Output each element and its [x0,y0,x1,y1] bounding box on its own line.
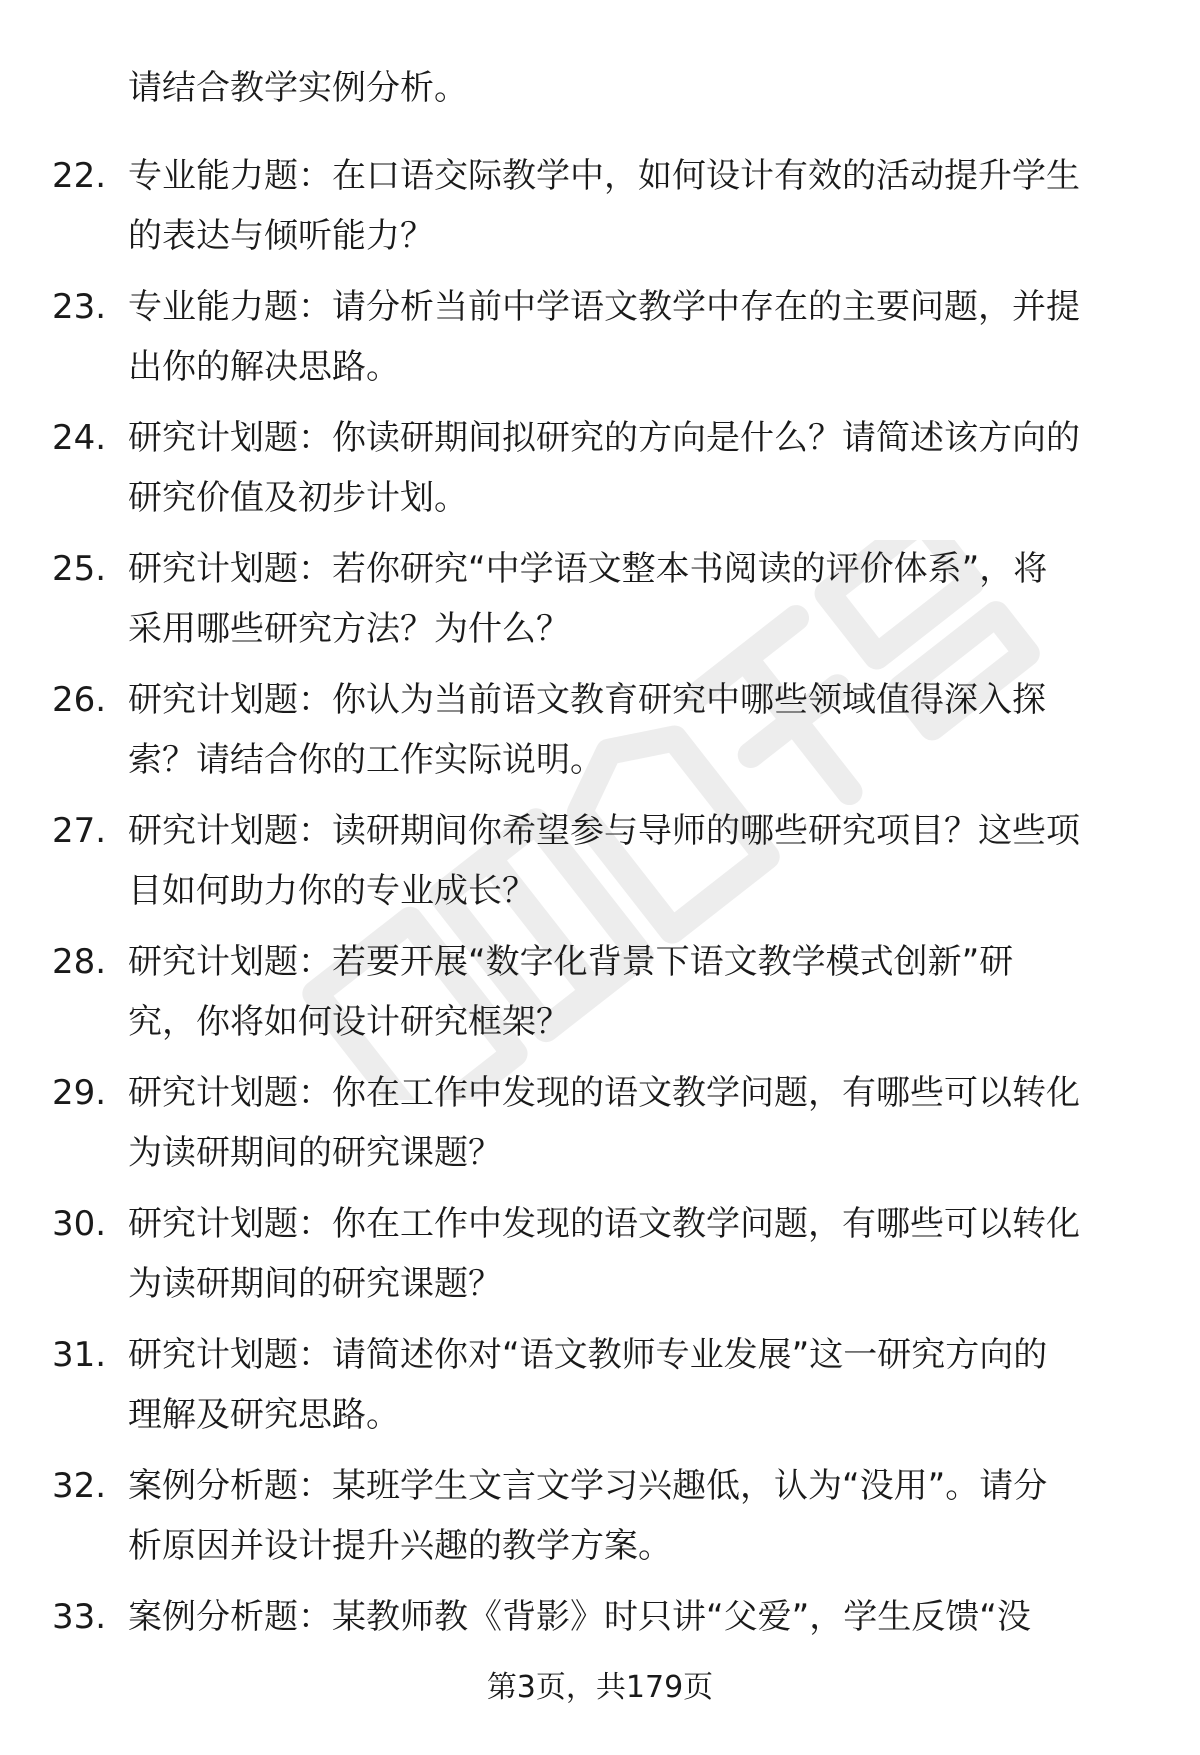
question-line: 研究计划题：你认为当前语文教育研究中哪些领域值得深入探 [128,680,1046,720]
question-line: 出你的解决思路。 [128,347,400,387]
question-line: 究，你将如何设计研究框架？ [128,1002,570,1042]
question-item [0,670,1200,801]
question-line: 研究计划题：你在工作中发现的语文教学问题，有哪些可以转化 [128,1204,1080,1244]
question-item [0,932,1200,1063]
question-line: 索？请结合你的工作实际说明。 [128,740,604,780]
question-item [0,277,1200,408]
question-text [128,408,1138,528]
continuation-line: 请结合教学实例分析。 [128,68,468,108]
question-line: 案例分析题：某教师教《背影》时只讲“父爱”，学生反馈“没 [128,1597,1031,1637]
question-item [0,146,1200,277]
question-text [128,932,1138,1052]
question-number: 27. [52,811,107,851]
question-text [128,801,1138,921]
question-line: 为读研期间的研究课题？ [128,1133,502,1173]
question-item [0,1456,1200,1587]
question-line: 析原因并设计提升兴趣的教学方案。 [128,1526,672,1566]
question-text [128,539,1138,659]
question-text [128,1456,1138,1576]
question-text [128,1194,1138,1314]
question-number: 24. [52,418,107,458]
question-text [128,670,1138,790]
question-line: 研究价值及初步计划。 [128,478,468,518]
question-number: 31. [52,1335,107,1375]
question-line: 案例分析题：某班学生文言文学习兴趣低，认为“没用”。请分 [128,1466,1048,1506]
question-number: 28. [52,942,107,982]
question-line: 为读研期间的研究课题？ [128,1264,502,1304]
question-line: 采用哪些研究方法？为什么？ [128,609,570,649]
question-line: 研究计划题：你在工作中发现的语文教学问题，有哪些可以转化 [128,1073,1080,1113]
page-footer: 第3页，共179页 [486,1670,714,1705]
question-item [0,1063,1200,1194]
question-text [128,277,1138,397]
question-line: 研究计划题：若你研究“中学语文整本书阅读的评价体系”，将 [128,549,1048,589]
question-item [0,1194,1200,1325]
question-number: 32. [52,1466,107,1506]
question-item [0,1325,1200,1456]
question-line: 专业能力题：请分析当前中学语文教学中存在的主要问题，并提 [128,287,1080,327]
question-number: 23. [52,287,107,327]
question-number: 25. [52,549,107,589]
question-text [128,146,1138,266]
question-text [128,1063,1138,1183]
question-list [0,146,1200,1718]
question-number: 30. [52,1204,107,1244]
question-line: 专业能力题：在口语交际教学中，如何设计有效的活动提升学生 [128,156,1080,196]
question-item [0,801,1200,932]
question-number: 33. [52,1597,107,1637]
question-line: 研究计划题：请简述你对“语文教师专业发展”这一研究方向的 [128,1335,1048,1375]
question-text [128,1325,1138,1445]
question-item [0,408,1200,539]
question-line: 理解及研究思路。 [128,1395,400,1435]
question-number: 29. [52,1073,107,1113]
question-line: 的表达与倾听能力？ [128,216,434,256]
question-text [128,1587,1138,1647]
question-number: 26. [52,680,107,720]
question-item [0,539,1200,670]
question-line: 研究计划题：读研期间你希望参与导师的哪些研究项目？这些项 [128,811,1080,851]
question-line: 研究计划题：你读研期间拟研究的方向是什么？请简述该方向的 [128,418,1080,458]
question-line: 研究计划题：若要开展“数字化背景下语文教学模式创新”研 [128,942,1014,982]
question-line: 目如何助力你的专业成长？ [128,871,536,911]
question-number: 22. [52,156,107,196]
